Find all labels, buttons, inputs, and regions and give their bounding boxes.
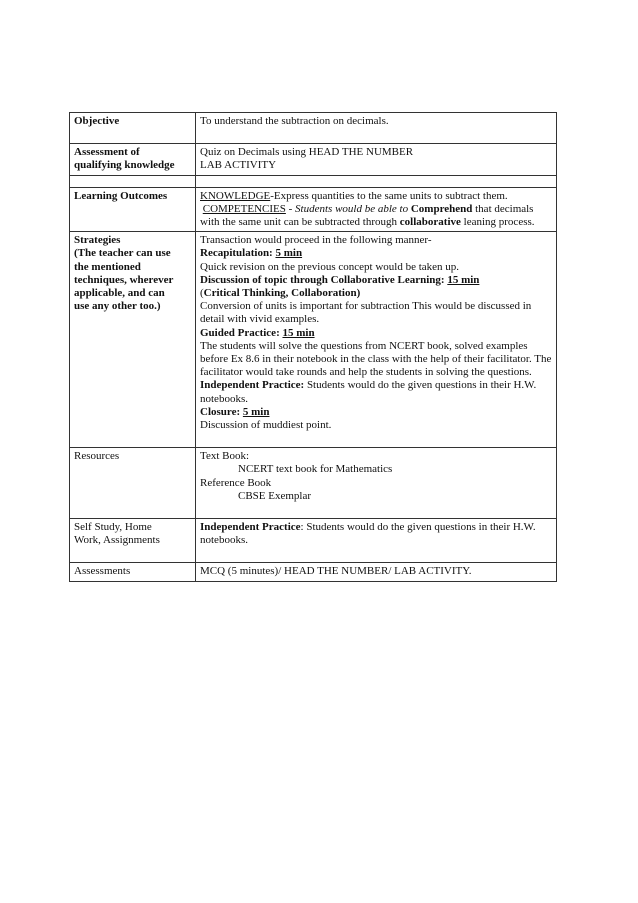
self-study-body: : Students would do the given questions in their H.W. notebooks. bbox=[200, 521, 536, 547]
resources-spacer bbox=[200, 503, 552, 516]
assessment-prior-text bbox=[196, 144, 557, 175]
discussion-time: 15 min bbox=[447, 273, 480, 286]
discussion-open: ( bbox=[200, 287, 204, 300]
closure-heading bbox=[200, 406, 552, 419]
objective-label: Objective bbox=[70, 113, 196, 144]
assessment-prior-label-line1: Assessment of bbox=[74, 146, 140, 159]
resources-text bbox=[196, 448, 557, 519]
recap-text: Quick revision on the previous concept would be taken up. bbox=[200, 260, 460, 273]
strategies-row bbox=[70, 232, 557, 448]
competencies-head: COMPETENCIES bbox=[202, 202, 286, 215]
strategies-text bbox=[196, 232, 557, 448]
objective-text bbox=[196, 113, 557, 144]
guided-heading bbox=[200, 327, 552, 340]
assessments-text: MCQ (5 minutes)/ HEAD THE NUMBER/ LAB ACTIVITY. bbox=[196, 563, 557, 581]
guided-time: 15 min bbox=[282, 326, 315, 339]
strategies-label-line2: (The teacher can use bbox=[74, 247, 171, 260]
guided-head: Guided Practice: bbox=[200, 326, 280, 339]
competencies-italic: Students would be able to bbox=[295, 202, 409, 215]
knowledge-text: -Express quantities to the same units to subtract them. bbox=[270, 189, 508, 202]
closure-head: Closure: bbox=[200, 405, 241, 418]
strategies-label-line4: techniques, wherever bbox=[74, 273, 174, 286]
discussion-heading bbox=[200, 274, 552, 287]
self-study-row bbox=[70, 519, 557, 563]
self-study-spacer bbox=[74, 547, 191, 560]
strategies-spacer bbox=[200, 432, 552, 445]
discussion-head: Discussion of topic through Collaborative Learning: bbox=[200, 273, 445, 286]
recap-head: Recapitulation: bbox=[200, 247, 273, 260]
learning-outcomes-label: Learning Outcomes bbox=[70, 187, 196, 232]
lesson-plan-table bbox=[69, 112, 557, 582]
blank-cell-left bbox=[70, 175, 196, 187]
self-study-label bbox=[70, 519, 196, 563]
objective-row bbox=[70, 113, 557, 144]
learning-outcomes-row bbox=[70, 187, 557, 232]
competencies-bold1: Comprehend bbox=[410, 202, 473, 215]
learning-outcomes-text bbox=[196, 187, 557, 232]
assessments-row bbox=[70, 563, 557, 581]
self-study-label-line2: Work, Assignments bbox=[74, 534, 160, 547]
objective-spacer bbox=[200, 128, 552, 141]
assessments-label: Assessments bbox=[70, 563, 196, 581]
strategies-label-line3: the mentioned bbox=[74, 260, 141, 273]
closure-time: 5 min bbox=[242, 405, 270, 418]
textbook-head: Text Book: bbox=[200, 450, 250, 463]
discussion-skills-line bbox=[200, 287, 552, 300]
assessment-prior-label bbox=[70, 144, 196, 175]
reference-item: CBSE Exemplar bbox=[238, 489, 312, 502]
recap-heading bbox=[200, 247, 552, 260]
self-study-text bbox=[196, 519, 557, 563]
strategies-intro: Transaction would proceed in the following manner- bbox=[200, 234, 432, 247]
self-study-label-line1: Self Study, Home bbox=[74, 521, 152, 534]
discussion-text: Conversion of units is important for subtraction This would be discussed in detail with vivid examples. bbox=[200, 300, 532, 326]
reference-head: Reference Book bbox=[200, 476, 272, 489]
competencies-text1: that decimals with the same unit can be subtracted through bbox=[200, 202, 534, 229]
independent-paragraph bbox=[200, 379, 552, 405]
guided-text: The students will solve the questions from NCERT book, solved examples before Ex 8.6 in their notebook in the class with the help of their facilitator. The facilitator would take rounds and help the students in solving the questions. bbox=[200, 339, 552, 379]
independent-text: Students would do the given questions in their H.W. notebooks. bbox=[200, 379, 537, 405]
blank-cell-right bbox=[196, 175, 557, 187]
blank-row bbox=[70, 175, 557, 187]
competencies-text2: leaning process. bbox=[460, 216, 535, 229]
resources-row bbox=[70, 448, 557, 519]
closure-text: Discussion of muddiest point. bbox=[200, 419, 332, 432]
assessment-prior-label-line2: qualifying knowledge bbox=[74, 159, 175, 172]
assessment-prior-row bbox=[70, 144, 557, 175]
strategies-label-line5: applicable, and can bbox=[74, 287, 165, 300]
resources-label: Resources bbox=[70, 448, 196, 519]
knowledge-head: KNOWLEDGE bbox=[200, 189, 271, 202]
assessment-prior-line2: LAB ACTIVITY bbox=[200, 159, 277, 172]
textbook-item: NCERT text book for Mathematics bbox=[238, 463, 393, 476]
competencies-sep: - bbox=[285, 202, 296, 215]
independent-head: Independent Practice: bbox=[200, 379, 305, 392]
competencies-paragraph bbox=[200, 203, 552, 229]
strategies-label-line1: Strategies bbox=[74, 234, 121, 247]
knowledge-line bbox=[200, 190, 552, 203]
self-study-head: Independent Practice bbox=[200, 521, 301, 534]
objective-value: To understand the subtraction on decimals. bbox=[200, 115, 389, 127]
recap-time: 5 min bbox=[275, 247, 303, 260]
competencies-bold2: collaborative bbox=[399, 216, 461, 229]
assessment-prior-line1: Quiz on Decimals using HEAD THE NUMBER bbox=[200, 146, 414, 159]
self-study-paragraph bbox=[200, 521, 552, 547]
strategies-label bbox=[70, 232, 196, 448]
discussion-skills: Critical Thinking, Collaboration) bbox=[203, 287, 361, 300]
strategies-label-line6: use any other too.) bbox=[74, 300, 161, 313]
